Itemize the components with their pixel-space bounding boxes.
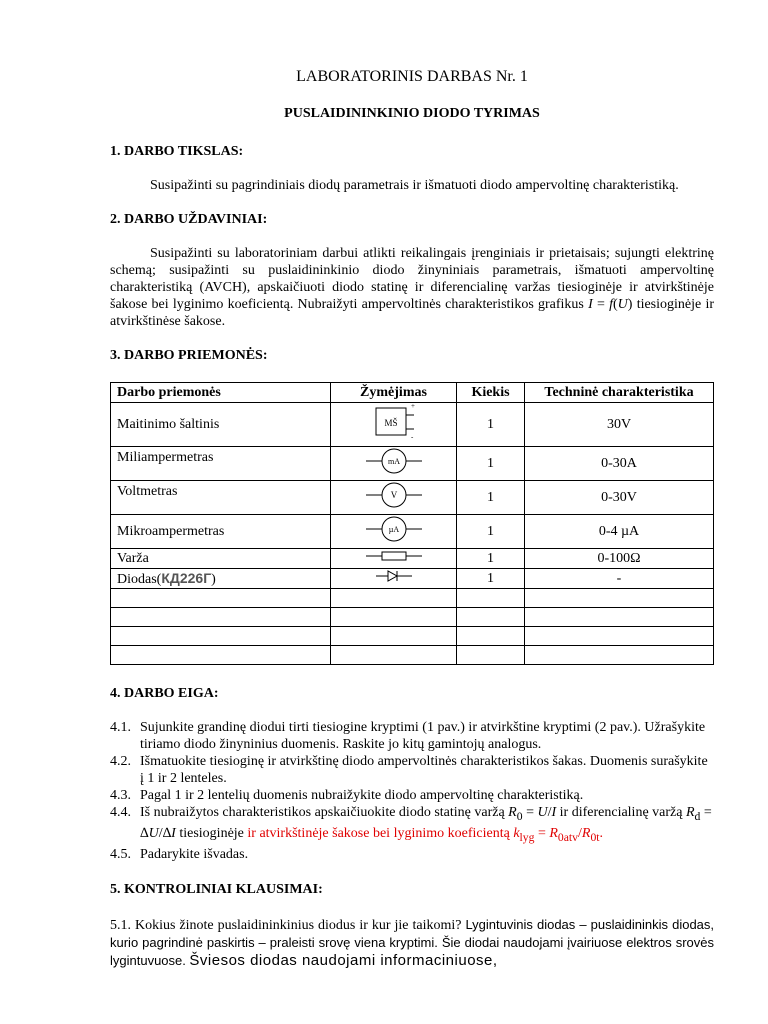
r-symbol: R: [581, 825, 591, 841]
list-item: [110, 753, 714, 787]
equipment-name: [111, 569, 331, 589]
i-symbol: I: [171, 825, 176, 841]
question-number: 5.1.: [110, 917, 131, 933]
table-row-empty: [111, 646, 714, 665]
list-item: [110, 787, 714, 804]
steps-list: [110, 719, 714, 863]
section-1-heading: 1. DARBO TIKSLAS:: [110, 144, 244, 159]
step-number: 4.5.: [110, 846, 131, 862]
equipment-spec: -: [525, 569, 714, 589]
r-symbol: R: [549, 825, 558, 841]
u-symbol: U: [148, 825, 159, 841]
equipment-name: Mikroampermetras: [111, 515, 331, 549]
equipment-spec: 0-4 µA: [525, 515, 714, 549]
section-3-heading: 3. DARBO PRIEMONĖS:: [110, 348, 268, 363]
step-number: 4.2.: [110, 754, 131, 769]
list-item: [110, 804, 714, 846]
col-header-quantity: Kiekis: [457, 383, 525, 403]
equipment-quantity: 1: [457, 447, 525, 481]
col-header-spec: Techninė charakteristika: [525, 383, 714, 403]
microammeter-icon: [364, 515, 424, 543]
page-subtitle: PUSLAIDININKINIO DIODO TYRIMAS: [284, 106, 540, 121]
equipment-spec: 30V: [525, 403, 714, 447]
question-text: Kokius žinote puslaidininkinius diodus ir kur jie taikomi?: [134, 917, 462, 933]
power-source-symbol: [331, 403, 457, 447]
table-row: [111, 549, 714, 569]
resistor-icon: [364, 549, 424, 563]
equipment-spec: 0-100Ω: [525, 549, 714, 569]
i-symbol: I: [551, 805, 557, 820]
question-paragraph: [110, 916, 714, 970]
answer-text: Lygintuvinis diodas – puslaidininkis diodas, kurio pagrindinė paskirtis – praleisti srovę viena kryptimi. Šie diodai naudojami įvairiuose elektros srovės lygintuvuose.: [110, 916, 715, 968]
voltmeter-label: V: [390, 490, 397, 500]
step-text: Padarykite išvadas.: [140, 846, 249, 862]
table-row-empty: [111, 589, 714, 608]
slash: /∆: [158, 825, 172, 841]
voltmeter-symbol: [331, 481, 457, 515]
u-symbol: U: [537, 805, 548, 820]
equipment-spec: 0-30V: [525, 481, 714, 515]
table-row: [111, 403, 714, 447]
voltmeter-icon: [364, 481, 424, 509]
table-row: [111, 481, 714, 515]
document-page: [110, 68, 714, 970]
r0-sub: 0: [516, 809, 523, 823]
equipment-quantity: 1: [457, 403, 525, 447]
step-text: Sujunkite grandinę diodui tirti tiesiogine kryptimi (1 pav.) ir atvirkštine kryptimi (2 pav.). Užrašykite tiriamo diodo žinyninius duomenis. Raskite jo kitų gamintojų analogus.: [140, 720, 706, 752]
formula-f: f: [609, 297, 613, 312]
answer-text-large: Šviesos diodas naudojami informaciniuose,: [189, 951, 498, 969]
power-source-label: MŠ: [383, 418, 398, 428]
rd-sub: d: [694, 809, 701, 823]
table-row: [111, 515, 714, 549]
red-text-part: ir atvirkštinėje šakose bei lyginimo koeficientą: [247, 825, 514, 841]
step-text: Pagal 1 ir 2 lentelių duomenis nubraižykite diodo ampervoltinę charakteristiką.: [140, 788, 584, 803]
eq: = ∆: [140, 805, 712, 841]
equipment-quantity: 1: [457, 481, 525, 515]
table-row: [111, 447, 714, 481]
red-text: [247, 825, 604, 844]
equipment-quantity: 1: [457, 515, 525, 549]
slash: /: [547, 805, 552, 820]
step-number: 4.1.: [110, 720, 131, 735]
step-text: ir diferencialinę varžą: [556, 805, 686, 820]
list-item: [110, 719, 714, 753]
table-header-row: [111, 383, 714, 403]
milliammeter-icon: [364, 447, 424, 475]
step-number: 4.4.: [110, 805, 131, 820]
section-2-text: Susipažinti su laboratoriniam darbui atlikti reikalingais įrenginiais ir prietaisais; sujungti elektrinę schemą; susipažinti su puslaidininkinio diodo žinyniniais parametrais, išmatuoti ampervoltinę charakteristiką (AVCH), apskaičiuoti diodo statinę ir diferencialinę varžas tiesioginėje ir atvirkštinėje šakose bei lyginimo koeficientą. Nubraižyti ampervoltinės charakteristikos grafikus I = f(U) tiesioginėje ir atvirkštinėse šakose.: [110, 246, 714, 329]
microammeter-label: µA: [388, 525, 399, 534]
col-header-symbol: Žymėjimas: [331, 383, 457, 403]
table-row-empty: [111, 627, 714, 646]
equipment-name: Maitinimo šaltinis: [111, 403, 331, 447]
page-title: LABORATORINIS DARBAS Nr. 1: [296, 68, 528, 85]
eq: =: [522, 805, 538, 820]
diode-icon: [364, 569, 424, 583]
minus-sign: -: [410, 433, 413, 441]
equipment-name: Voltmetras: [111, 481, 331, 515]
rd-symbol: R: [685, 805, 695, 820]
list-item: [110, 846, 714, 863]
plus-sign: +: [410, 403, 415, 410]
section-4-heading: 4. DARBO EIGA:: [110, 686, 219, 701]
table-row: [111, 569, 714, 589]
slash: /: [578, 825, 582, 841]
equipment-name: Varža: [111, 549, 331, 569]
r-sub: 0atv: [557, 830, 578, 844]
formula-u: U: [617, 297, 628, 312]
equipment-quantity: 1: [457, 549, 525, 569]
equipment-quantity: 1: [457, 569, 525, 589]
power-source-icon: [364, 403, 424, 441]
r0-symbol: R: [508, 805, 517, 820]
diode-model: КД226Г: [161, 569, 212, 586]
resistor-symbol: [331, 549, 457, 569]
step-text: Iš nubraižytos charakteristikos apskaičiuokite diodo statinę varžą: [140, 805, 509, 820]
k-sub: lyg: [519, 830, 535, 844]
step-number: 4.3.: [110, 788, 131, 803]
diode-name-close: ): [211, 571, 216, 587]
step-text: tiesioginėje: [175, 825, 248, 841]
formula-eq: =: [592, 297, 610, 312]
microammeter-symbol: [331, 515, 457, 549]
milliammeter-label: mA: [387, 457, 400, 466]
step-text: Išmatuokite tiesioginę ir atvirkštinę diodo ampervoltinės charakteristikos šakas. Duomenis surašykite į 1 ir 2 lenteles.: [140, 754, 708, 786]
eq: =: [534, 825, 550, 841]
r-sub: 0t: [590, 830, 600, 844]
equipment-name: Miliampermetras: [111, 447, 331, 481]
equipment-spec: 0-30A: [525, 447, 714, 481]
k-symbol: k: [513, 825, 520, 841]
table-row-empty: [111, 608, 714, 627]
period: .: [599, 825, 604, 841]
diode-symbol: [331, 569, 457, 589]
equipment-table: [110, 382, 714, 665]
formula-i: I: [588, 297, 593, 312]
section-1-text: Susipažinti su pagrindiniais diodų parametrais ir išmatuoti diodo ampervoltinę charakteristiką.: [150, 178, 679, 193]
diode-name: Diodas(: [117, 571, 162, 587]
section-2-text-a: Susipažinti su laboratoriniam darbui atlikti reikalingais įrenginiais ir prietaisais; sujungti elektrinę schemą; susipažinti su puslaidininkinio diodo žinyniniais parametrais, išmatuoti ampervoltinę charakteristiką (AVCH), apskaičiuoti diodo statinę ir diferencialinę varžas tiesioginėje ir atvirkštinėje šakose bei lyginimo koeficientą. Nubraižyti ampervoltinės charakteristikos grafikus: [110, 246, 714, 312]
col-header-equipment: Darbo priemonės: [111, 383, 331, 403]
section-2-heading: 2. DARBO UŽDAVINIAI:: [110, 212, 268, 227]
milliammeter-symbol: [331, 447, 457, 481]
section-5-heading: 5. KONTROLINIAI KLAUSIMAI:: [110, 881, 323, 897]
section-2-text-b: tiesioginėje ir atvirkštinėse šakose.: [110, 297, 714, 329]
